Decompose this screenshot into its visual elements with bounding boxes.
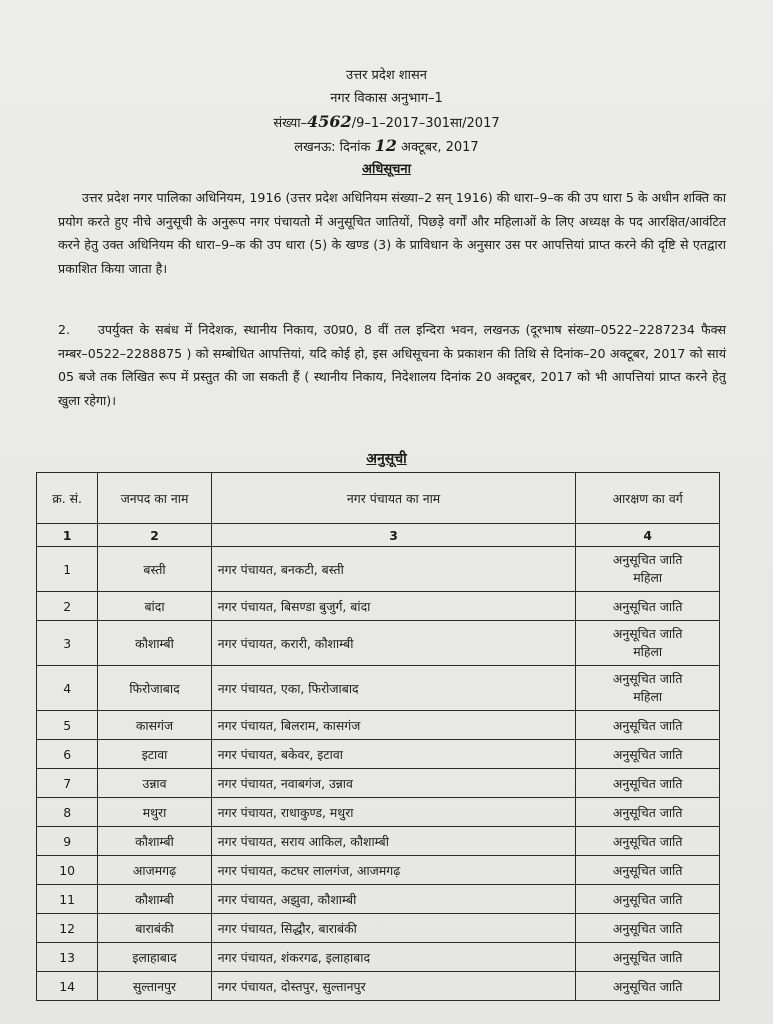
district-cell: कौशाम्बी [98,885,211,914]
category-text: अनुसूचित जाति [612,626,683,641]
district-cell: कासगंज [98,711,211,740]
serial-cell: 13 [37,943,98,972]
category-cell: अनुसूचित जाति [576,885,720,914]
header-category: आरक्षण का वर्ग [576,473,720,524]
category-cell: अनुसूचित जाति [576,943,720,972]
date-prefix: लखनऊ: दिनांक [294,140,371,155]
notice-title: अधिसूचना [362,162,411,177]
panchayat-cell: नगर पंचायत, शंकरगढ, इलाहाबाद [211,943,576,972]
table-row [37,827,720,856]
category-cell [576,666,720,711]
govt-name: उत्तर प्रदेश शासन [345,68,428,83]
table-row [37,621,720,666]
paragraph-2-number: 2. [58,322,71,337]
col-number: 2 [98,524,211,547]
district-cell: बस्ती [98,547,211,592]
col-number: 1 [37,524,98,547]
panchayat-cell: नगर पंचायत, दोस्तपुर, सुल्तानपुर [211,972,576,1001]
district-cell: कौशाम्बी [98,827,211,856]
serial-cell: 14 [37,972,98,1001]
category-cell: अनुसूचित जाति [576,914,720,943]
reference-suffix: /9–1–2017–301सा/2017 [351,116,500,131]
category-cell: अनुसूचित जाति [576,592,720,621]
paragraph-1: उत्तर प्रदेश नगर पालिका अधिनियम, 1916 (उत्तर प्रदेश अधिनियम संख्या–2 सन् 1916) की धारा–9–क की उप धारा 5 के अधीन शक्ति का प्रयोग करते हुए नीचे अनुसूची के अनुरूप नगर पंचायतो में अनुसूचित जातियों, पिछड़े वर्गों और महिलाओं के लिए अध्यक्ष के पद आरक्षित/आवंटित करने हेतु उक्त अधिनियम की धारा–9–क की उप धारा (5) के खण्ड (3) के प्राविधान के अनुसार उस पर आपत्तियां प्राप्त करने की दृष्टि से एतद्वारा प्रकाशित किया जाता है। [58,190,726,276]
panchayat-cell: नगर पंचायत, कटघर लालगंज, आजमगढ़ [211,856,576,885]
header-serial: क्र. सं. [37,473,98,524]
category-text: अनुसूचित जाति [612,552,683,567]
panchayat-cell: नगर पंचायत, नवाबगंज, उन्नाव [211,769,576,798]
table-row [37,666,720,711]
panchayat-cell: नगर पंचायत, बकेवर, इटावा [211,740,576,769]
reference-handwritten: 4562 [307,112,352,131]
col-number: 3 [211,524,576,547]
schedule-title: अनुसूची [366,451,407,467]
category-sub: महिला [633,570,663,585]
column-number-row [37,524,720,547]
reference-prefix: संख्या– [273,116,308,131]
category-cell [576,621,720,666]
serial-cell: 3 [37,621,98,666]
table-row [37,972,720,1001]
table-row [37,740,720,769]
category-cell: अनुसूचित जाति [576,711,720,740]
date-suffix: अक्टूबर, 2017 [401,140,479,155]
table-row [37,547,720,592]
district-cell: बाराबंकी [98,914,211,943]
serial-cell: 2 [37,592,98,621]
table-row [37,856,720,885]
district-cell: आजमगढ़ [98,856,211,885]
table-header-row [37,473,720,524]
district-cell: फिरोजाबाद [98,666,211,711]
table-row [37,885,720,914]
serial-cell: 5 [37,711,98,740]
table-row [37,592,720,621]
category-sub: महिला [633,689,663,704]
table-row [37,914,720,943]
category-sub: महिला [633,644,663,659]
panchayat-cell: नगर पंचायत, सराय आकिल, कौशाम्बी [211,827,576,856]
panchayat-cell: नगर पंचायत, सिद्धौर, बाराबंकी [211,914,576,943]
paragraph-2-text: उपर्युक्त के सबंध में निदेशक, स्थानीय निकाय, उ0प्र0, 8 वीं तल इन्दिरा भवन, लखनऊ (दूरभाष संख्या–0522–2287234 फैक्स नम्बर–0522–2288875 ) को सम्बोधित आपत्तियां, यदि कोई हो, इस अधिसूचना के प्रकाशन की तिथि से दिनांक–20 अक्टूबर, 2017 को सायं 05 बजे तक लिखित रूप में प्रस्तुत की जा सकती हैं ( स्थानीय निकाय, निदेशालय दिनांक 20 अक्टूबर, 2017 को भी आपत्तियां प्राप्त करने हेतु खुला रहेगा)। [58,322,726,408]
header-panchayat: नगर पंचायत का नाम [211,473,576,524]
serial-cell: 4 [37,666,98,711]
district-cell: बांदा [98,592,211,621]
table-row [37,943,720,972]
panchayat-cell: नगर पंचायत, बनकटी, बस्ती [211,547,576,592]
table-row [37,769,720,798]
panchayat-cell: नगर पंचायत, बिलराम, कासगंज [211,711,576,740]
category-cell: अनुसूचित जाति [576,972,720,1001]
district-cell: कौशाम्बी [98,621,211,666]
panchayat-cell: नगर पंचायत, बिसण्डा बुजुर्ग, बांदा [211,592,576,621]
panchayat-cell: नगर पंचायत, राधाकुण्ड, मथुरा [211,798,576,827]
category-cell: अनुसूचित जाति [576,798,720,827]
serial-cell: 6 [37,740,98,769]
department-name: नगर विकास अनुभाग–1 [330,91,443,106]
category-cell: अनुसूचित जाति [576,856,720,885]
table-row [37,711,720,740]
serial-cell: 7 [37,769,98,798]
serial-cell: 10 [37,856,98,885]
panchayat-cell: नगर पंचायत, करारी, कौशाम्बी [211,621,576,666]
category-text: अनुसूचित जाति [612,671,683,686]
district-cell: मथुरा [98,798,211,827]
table-row [37,798,720,827]
category-cell [576,547,720,592]
serial-cell: 11 [37,885,98,914]
serial-cell: 9 [37,827,98,856]
panchayat-cell: नगर पंचायत, एका, फिरोजाबाद [211,666,576,711]
category-cell: अनुसूचित जाति [576,740,720,769]
panchayat-cell: नगर पंचायत, अझुवा, कौशाम्बी [211,885,576,914]
date-handwritten: 12 [374,136,397,155]
category-cell: अनुसूचित जाति [576,769,720,798]
paragraph-2 [58,318,726,412]
serial-cell: 12 [37,914,98,943]
issue-date [0,134,773,159]
schedule-table [36,472,720,1001]
reference-number [0,110,773,135]
serial-cell: 1 [37,547,98,592]
district-cell: सुल्तानपुर [98,972,211,1001]
district-cell: इटावा [98,740,211,769]
category-cell: अनुसूचित जाति [576,827,720,856]
col-number: 4 [576,524,720,547]
serial-cell: 8 [37,798,98,827]
district-cell: इलाहाबाद [98,943,211,972]
district-cell: उन्नाव [98,769,211,798]
header-district: जनपद का नाम [98,473,211,524]
